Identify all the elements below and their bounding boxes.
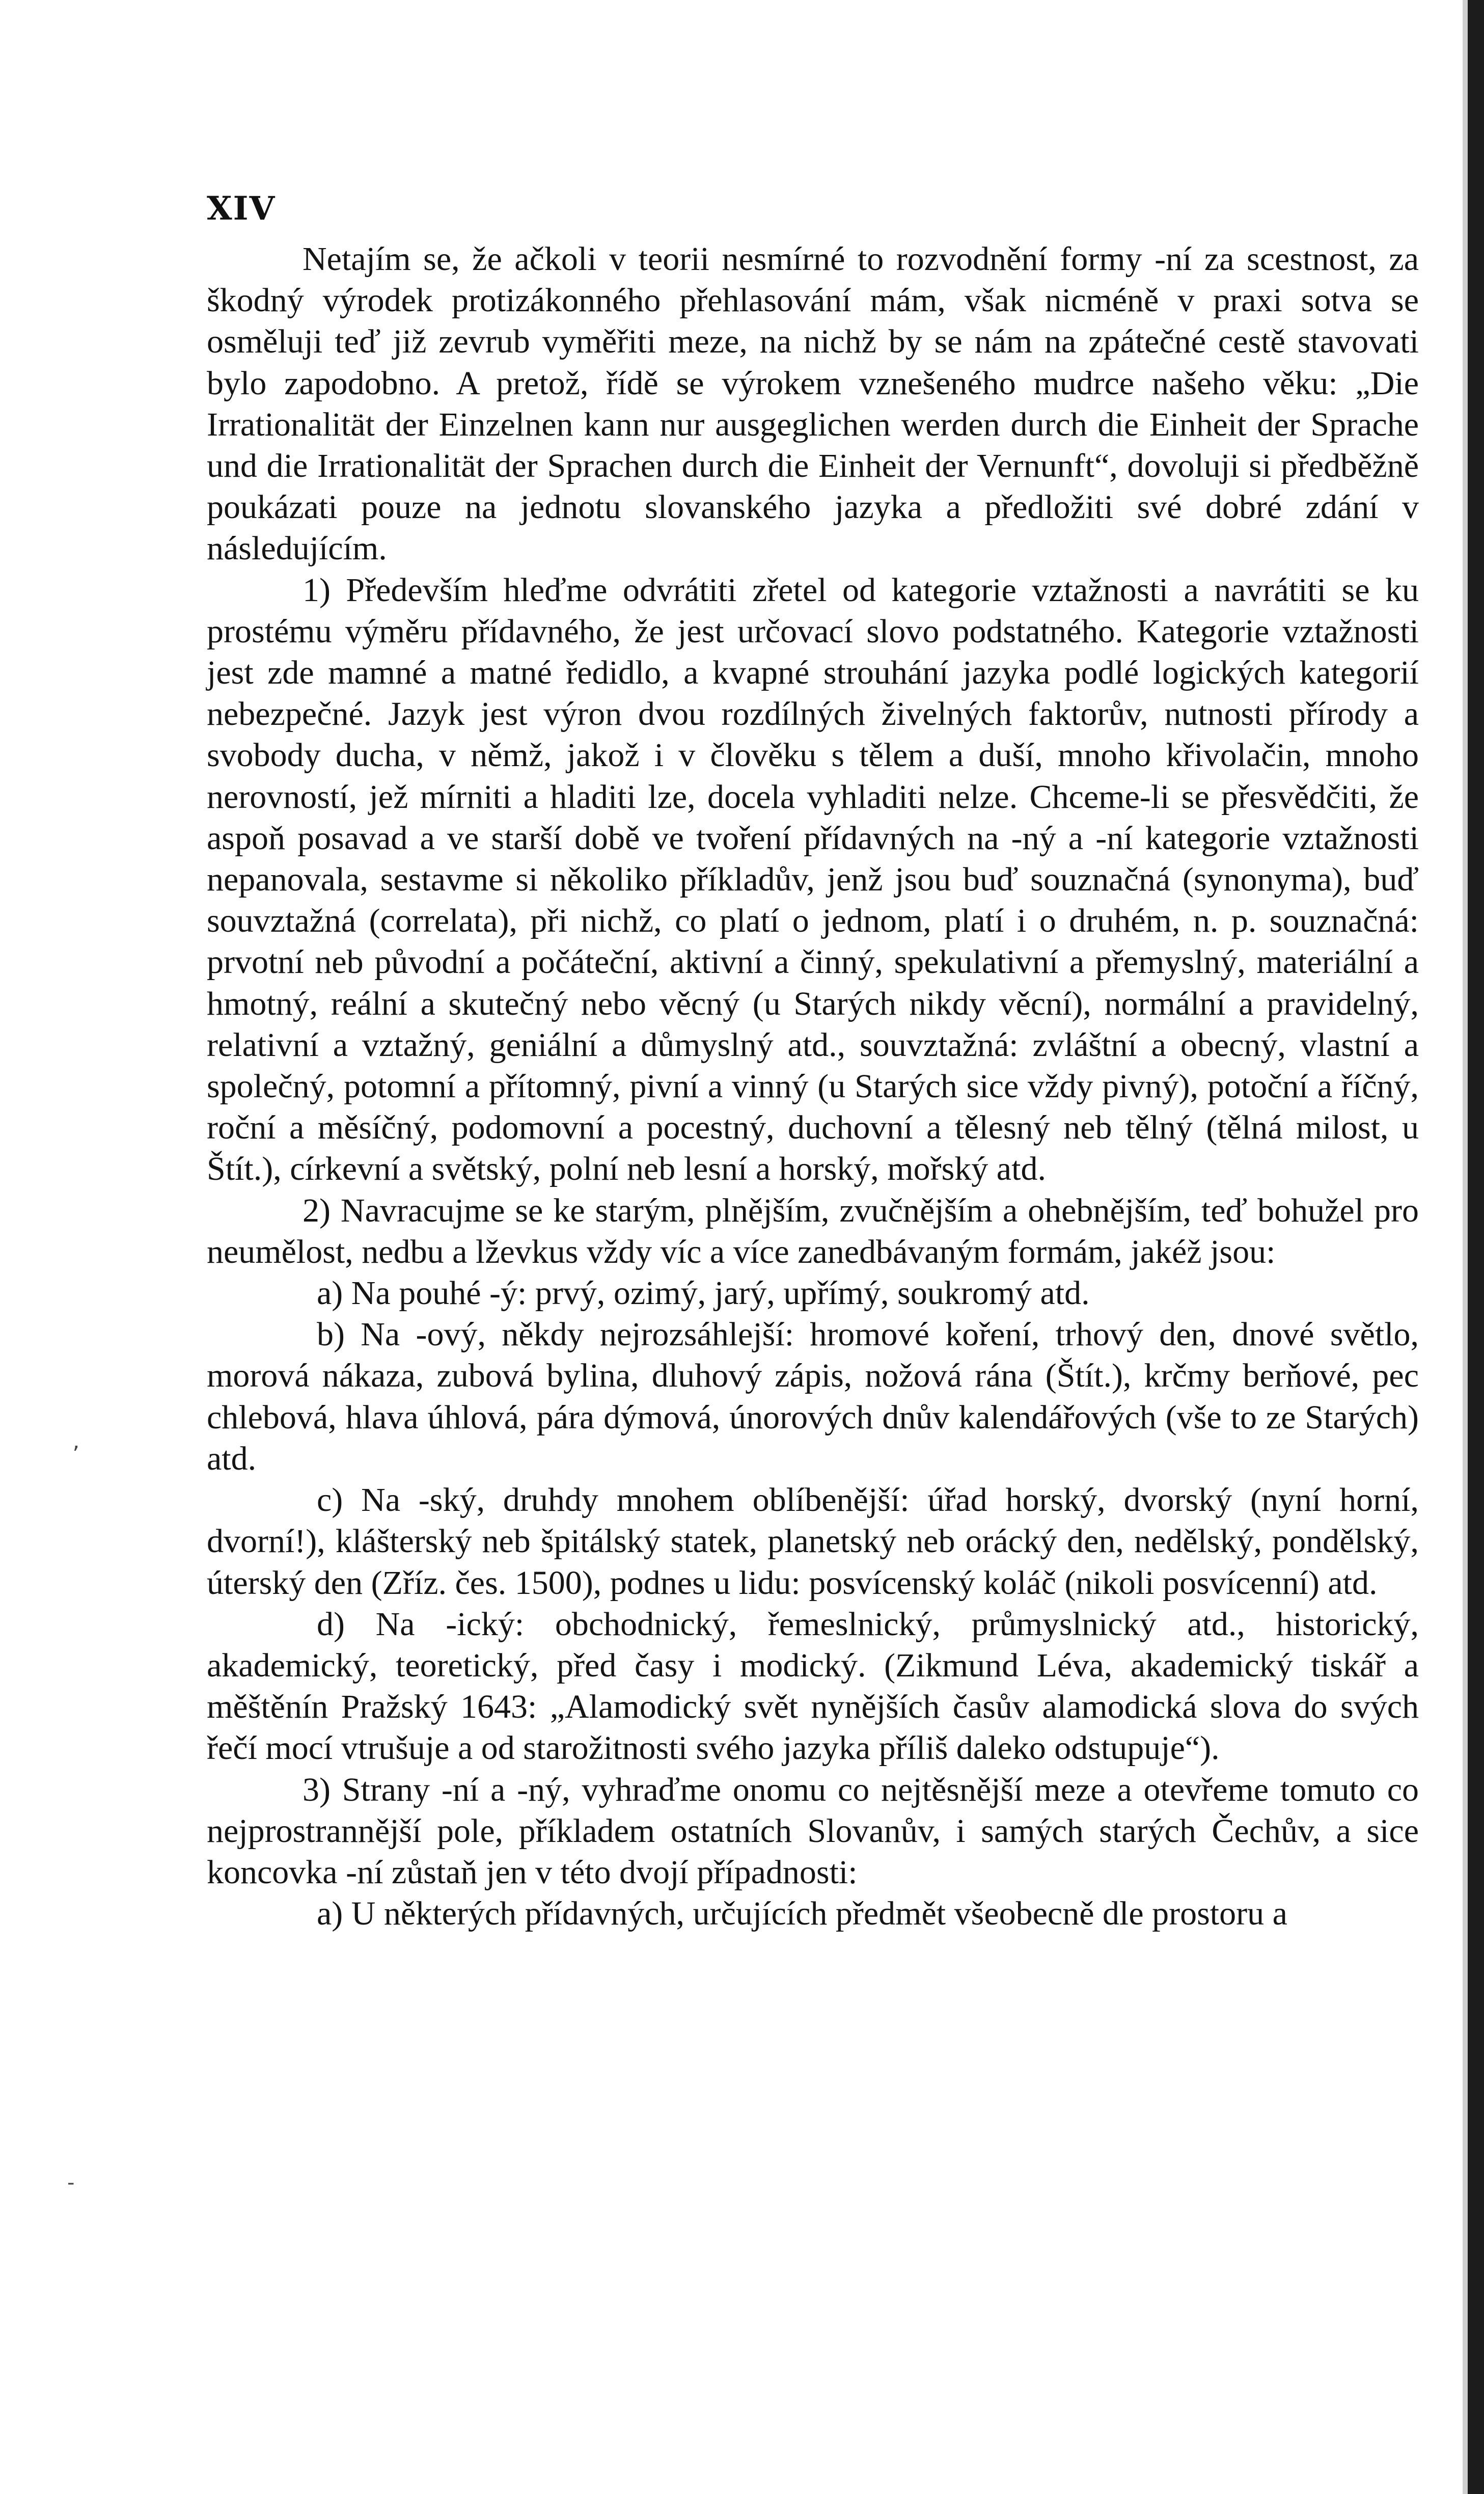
- paragraph-point-2d: d) Na -ický: obchodnický, řemeslnický, průmyslnický atd., historický, akademický, teoretický, před časy i modický. (Zikmund Léva, akademický tiskář a měštěnín Pražský 1643: „Alamodický svět nynějších časův alamodická slova do svých řečí mocí vtrušuje a od starožitnosti svého jazyka příliš daleko odstupuje“).: [207, 1605, 1419, 1767]
- page-edge: [1468, 0, 1484, 2494]
- page-edge-shadow: [1463, 0, 1468, 2494]
- paragraph-intro: Netajím se, že ačkoli v teorii nesmírné to rozvodnění formy -ní za scestnost, za škodný výrodek protizákonného přehlasování mám, však nicméně v praxi sotva se osměluji teď již zevrub vyměřiti meze, na nichž by se nám na zpátečné cestě stavovati bylo zapodobno. A pretož, řídě se výrokem vznešeného mudrce našeho věku: „Die Irrationalität der Einzelnen kann nur ausgeglichen werden durch die Einheit der Sprache und die Irrationalität der Sprachen durch die Einheit der Vernunft“, dovoluji si předběžně poukázati pouze na jednotu slovanského jazyka a předložiti své dobré zdání v následujícím.: [207, 240, 1419, 567]
- paragraph-point-1: 1) Především hleďme odvrátiti zřetel od kategorie vztažnosti a navrátiti se ku prostému výměru přídavného, že jest určovací slovo podstatného. Kategorie vztažnosti jest zde mamné a matné ředidlo, a kvapné strouhání jazyka podlé logických kategorií nebezpečné. Jazyk jest výron dvou rozdílných živelných faktorův, nutnosti přírody a svobody ducha, v němž, jakož i v člověku s tělem a duší, mnoho křivolačin, mnoho nerovností, jež mírniti a hladiti lze, docela vyhladiti nelze. Chceme-li se přesvědčiti, že aspoň posavad a ve starší době ve tvoření přídavných na -ný a -ní kategorie vztažnosti nepanovala, sestavme si několiko příkladův, jenž jsou buď souznačná (synonyma), buď souvztažná (correlata), při nichž, co platí o jednom, platí i o druhém, n. p. souznačná: prvotní neb původní a počáteční, aktivní a činný, spekulativní a přemyslný, materiální a hmotný, reální a skutečný nebo věcný (u Starých nikdy věcní), normální a pravidelný, relativní a vztažný, geniální a důmyslný atd., souvztažná: zvláštní a obecný, vlastní a společný, potomní a přítomný, pivní a vinný (u Starých sice vždy pivný), potoční a říčný, roční a měsíčný, podomovní a pocestný, duchovní a tělesný neb tělný (tělná milost, u Štít.), církevní a světský, polní neb lesní a horský, mořský atd.: [207, 571, 1419, 1188]
- paragraph-point-2b: b) Na -ový, někdy nejrozsáhlejší: hromové koření, trhový den, dnové světlo, morová nákaza, zubová bylina, dluhový zápis, nožová rána (Štít.), krčmy berňové, pec chlebová, hlava úhlová, pára dýmová, únorových dnův kalendářových (vše to ze Starých) atd.: [207, 1316, 1419, 1477]
- margin-mark: -: [67, 2171, 75, 2194]
- paragraph-point-2a: a) Na pouhé -ý: prvý, ozimý, jarý, upřímý, soukromý atd.: [317, 1275, 1090, 1312]
- body-text: [207, 238, 1419, 1934]
- margin-mark: ʼ: [72, 1442, 79, 1468]
- paragraph-point-2c: c) Na -ský, druhdy mnohem oblíbenější: úřad horský, dvorský (nyní horní, dvorní!), klášterský neb špitálský statek, planetský neb orácký den, nedělský, pondělský, úterský den (Zříz. čes. 1500), podnes u lidu: posvícenský koláč (nikoli posvícenní) atd.: [207, 1481, 1419, 1602]
- page-number: XIV: [207, 189, 276, 228]
- paragraph-point-3a: a) U některých přídavných, určujících předmět všeobecně dle prostoru a: [317, 1895, 1287, 1933]
- paragraph-point-3: 3) Strany -ní a -ný, vyhraďme onomu co nejtěsnější meze a otevřeme tomuto co nejprostrannější pole, příkladem ostatních Slovanův, i samých starých Čechův, a sice koncovka -ní zůstaň jen v této dvojí případnosti:: [207, 1771, 1419, 1891]
- paragraph-point-2: 2) Navracujme se ke starým, plnějším, zvučnějším a ohebnějším, teď bohužel pro neumělost, nedbu a lževkus vždy víc a více zanedbávaným formám, jakéž jsou:: [207, 1191, 1419, 1270]
